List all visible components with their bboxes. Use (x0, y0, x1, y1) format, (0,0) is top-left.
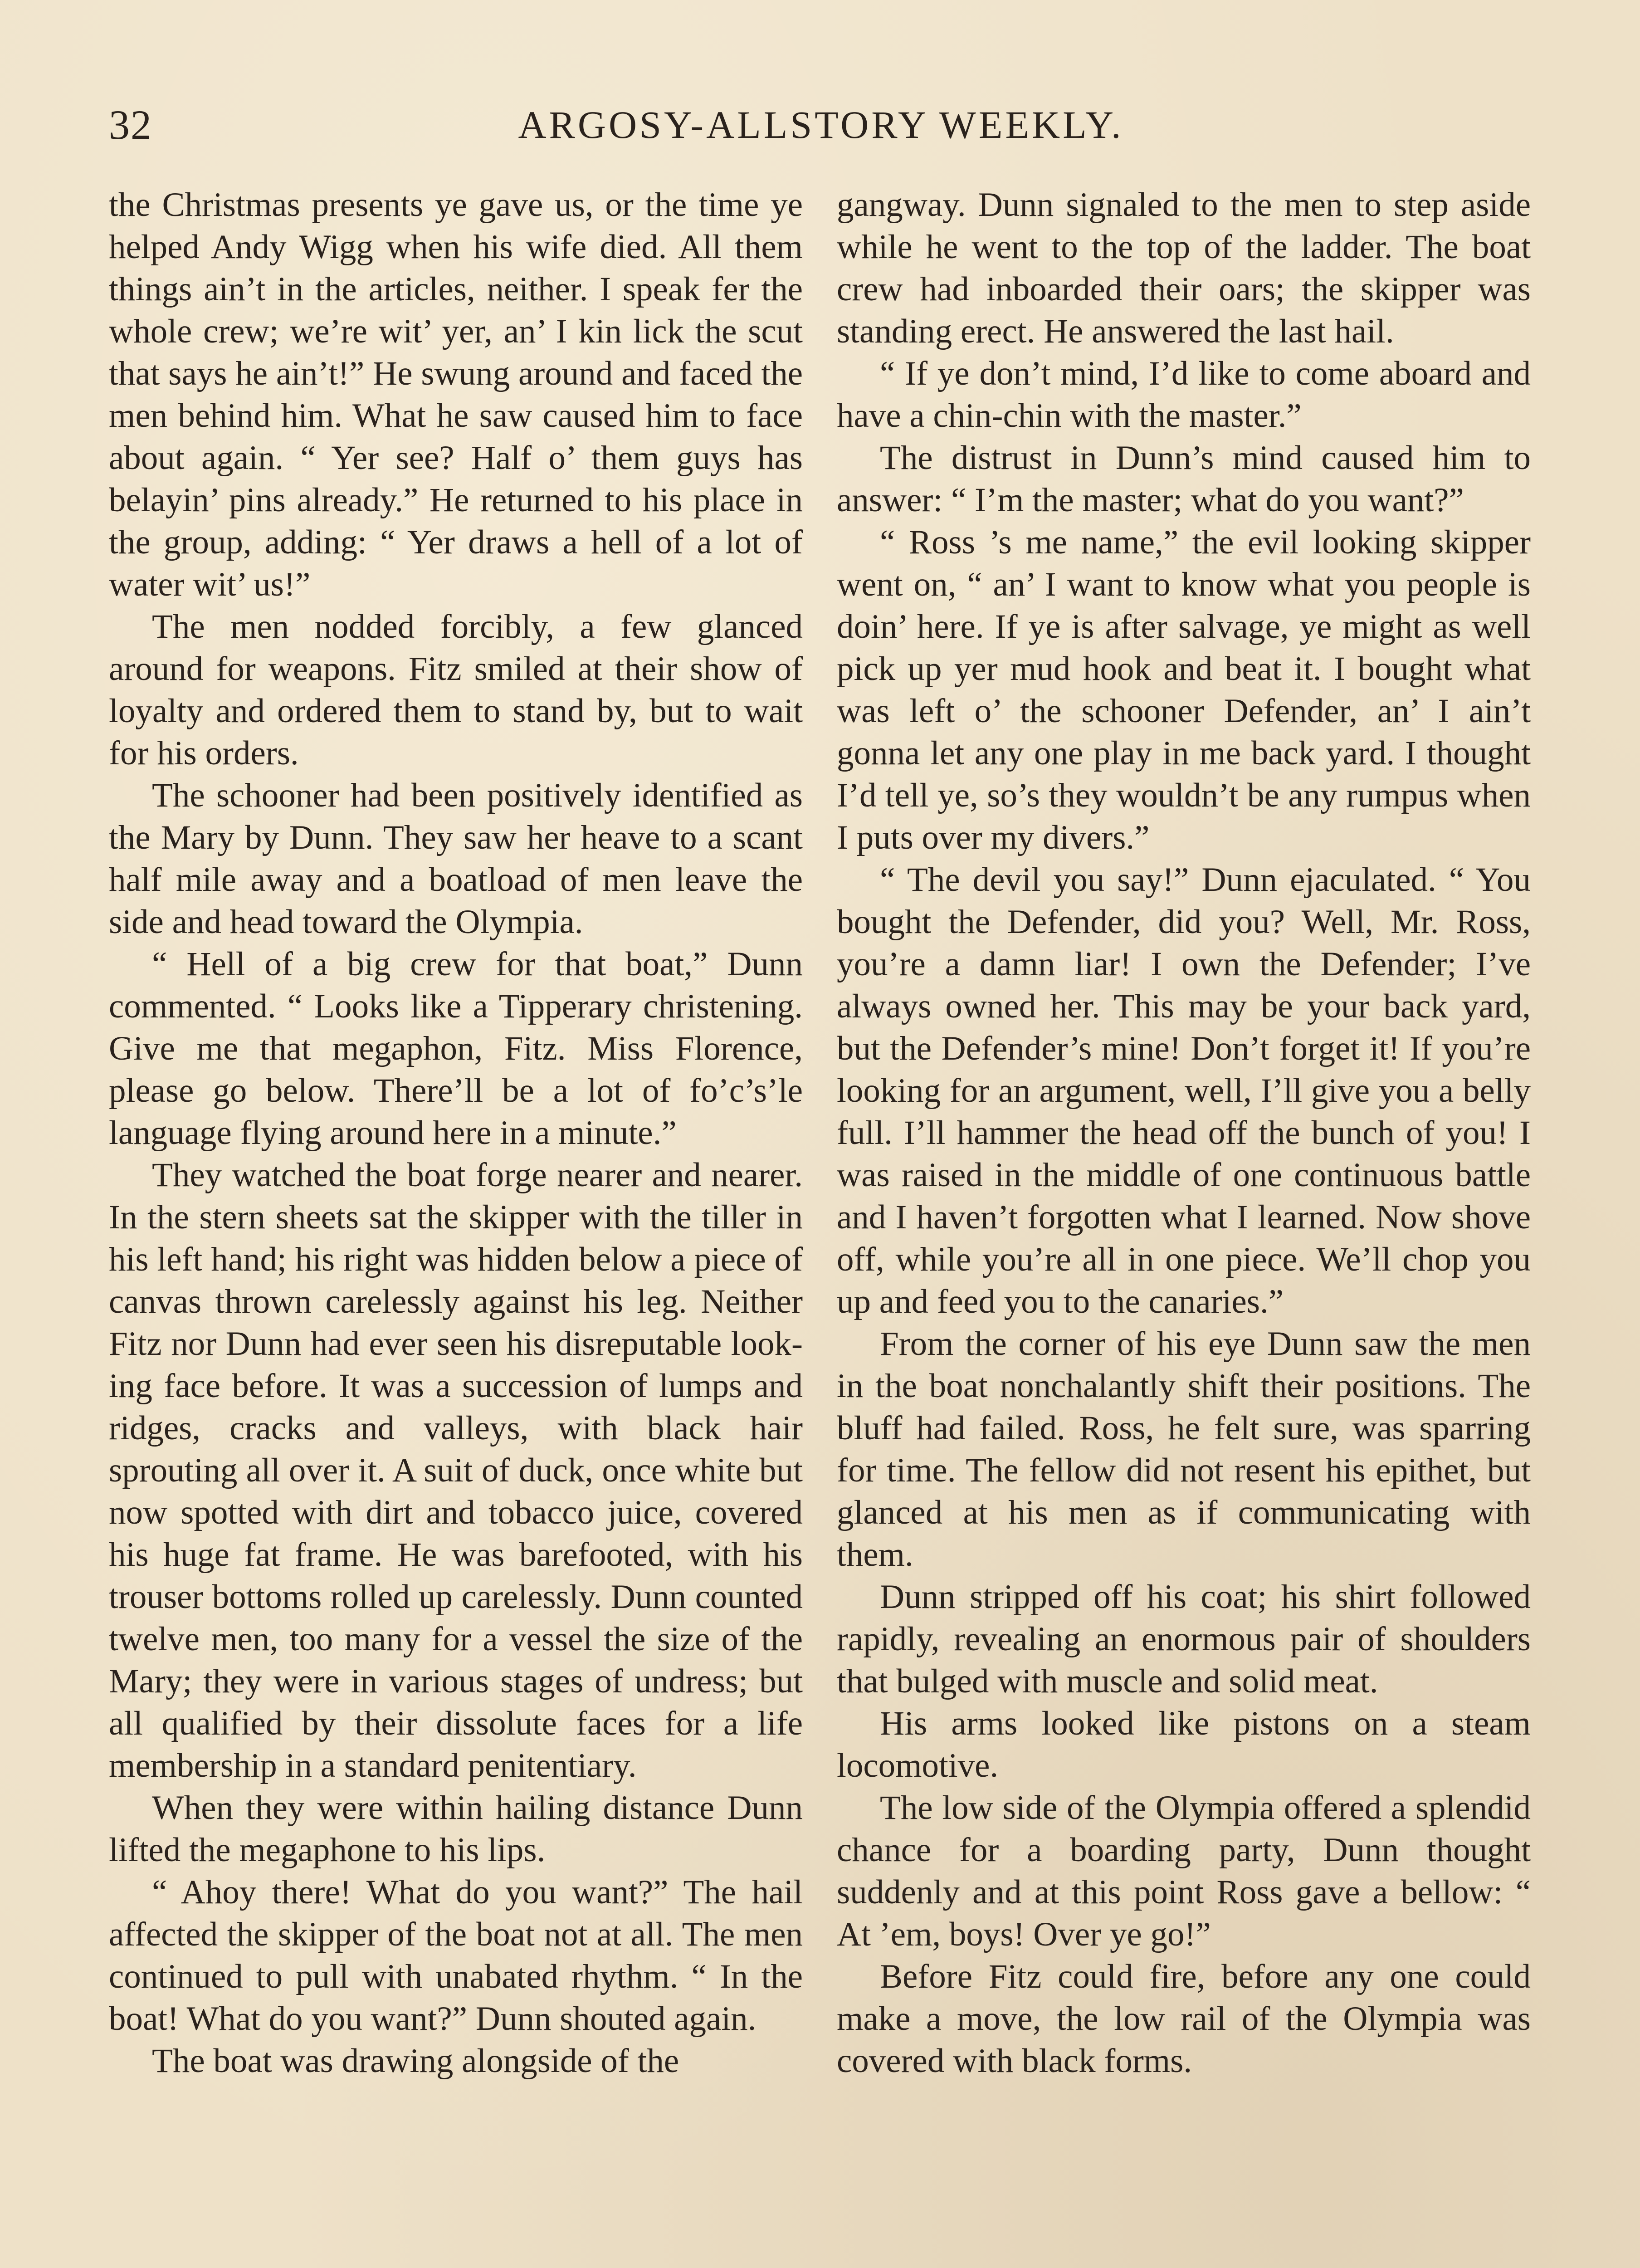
paragraph: The low side of the Olympia offered a splendid chance for a boarding party, Dunn thought suddenly and at this point Ross gave a bellow: “ At ’em, boys! Over ye go!” (837, 1789, 1531, 1953)
right-column (837, 184, 1531, 2082)
paragraph: “ The devil you say!” Dunn ejaculated. “ You bought the Defender, did you? Well, Mr. Ross, you’re a damn liar! I own the Defender; I’ve always owned her. This may be your back yard, but the Defender’s mine! Don’t forget it! If you’re looking for an argument, well, I’ll give you a belly full. I’ll hammer the head off the bunch of you! I was raised in the middle of one continuous battle and I haven’t forgotten what I learned. Now shove off, while you’re all in one piece. We’ll chop you up and feed you to the canaries.” (837, 861, 1531, 1320)
paragraph: “ Hell of a big crew for that boat,” Dunn commented. “ Looks like a Tipperary christening. Give me that megaphon, Fitz. Miss Florence, please go below. There’ll be a lot of fo’c’s’le language flying around here in a minute.” (109, 945, 803, 1152)
paragraph: the Christmas presents ye gave us, or the time ye helped Andy Wigg when his wife died. All them things ain’t in the articles, neither. I speak fer the whole crew; we’re wit’ yer, an’ I kin lick the scut that says he ain’t!” He swung around and faced the men behind him. What he saw caused him to face about again. “ Yer see? Half o’ them guys has belayin’ pins already.” He returned to his place in the group, adding: “ Yer draws a hell of a lot of water wit’ us!” (109, 186, 803, 603)
paragraph: “ If ye don’t mind, I’d like to come aboard and have a chin-chin with the master.” (837, 355, 1531, 435)
left-column (109, 184, 803, 2082)
paragraph: When they were within hailing distance Dunn lifted the megaphone to his lips. (109, 1789, 803, 1869)
paragraph: His arms looked like pistons on a steam locomotive. (837, 1705, 1531, 1784)
paragraph: The men nodded forcibly, a few glanced around for weapons. Fitz smiled at their show of loyalty and ordered them to stand by, but to wait for his orders. (109, 608, 803, 772)
paragraph: They watched the boat forge nearer and nearer. In the stern sheets sat the skipper with the tiller in his left hand; his right was hidden below a piece of canvas thrown carelessly against his leg. Neither Fitz nor Dunn had ever seen his disreputable looking face before. It was a succession of lumps and ridges, cracks and valleys, with black hair sprouting all over it. A suit of duck, once white but now spotted with dirt and tobacco juice, covered his huge fat frame. He was barefooted, with his trouser bottoms rolled up carelessly. Dunn counted twelve men, too many for a vessel the size of the Mary; they were in various stages of undress; but all qualified by their dissolute faces for a life membership in a standard penitentiary. (109, 1156, 803, 1784)
paragraph: “ Ahoy there! What do you want?” The hail affected the skipper of the boat not at all. The men continued to pull with unabated rhythm. “ In the boat! What do you want?” Dunn shouted again. (109, 1873, 803, 2038)
paragraph: From the corner of his eye Dunn saw the men in the boat nonchalantly shift their positions. The bluff had failed. Ross, he felt sure, was sparring for time. The fellow did not resent his epithet, but glanced at his men as if communicating with them. (837, 1325, 1531, 1574)
paragraph: Before Fitz could fire, before any one could make a move, the low rail of the Olympia was covered with black forms. (837, 1958, 1531, 2080)
paragraph: The boat was drawing alongside of the (152, 2042, 679, 2080)
paragraph: The schooner had been positively identified as the Mary by Dunn. They saw her heave to a scant half mile away and a boatload of men leave the side and head toward the Olympia. (109, 777, 803, 941)
page-number: 32 (109, 102, 152, 148)
paragraph: Dunn stripped off his coat; his shirt followed rapidly, revealing an enormous pair of shoulders that bulged with muscle and solid meat. (837, 1578, 1531, 1700)
page-header (109, 100, 1533, 154)
running-title: ARGOSY-ALLSTORY WEEKLY. (518, 103, 1124, 147)
paragraph: gangway. Dunn signaled to the men to step aside while he went to the top of the ladder. The boat crew had inboarded their oars; the skipper was standing erect. He answered the last hail. (837, 186, 1531, 350)
paragraph: The distrust in Dunn’s mind caused him to answer: “ I’m the master; what do you want?” (837, 439, 1531, 519)
paragraph: “ Ross ’s me name,” the evil looking skipper went on, “ an’ I want to know what you people is doin’ here. If ye is after salvage, ye might as well pick up yer mud hook and beat it. I bought what was left o’ the schooner Defender, an’ I ain’t gonna let any one play in me back yard. I thought I’d tell ye, so’s they wouldn’t be any rumpus when I puts over my divers.” (837, 523, 1531, 856)
